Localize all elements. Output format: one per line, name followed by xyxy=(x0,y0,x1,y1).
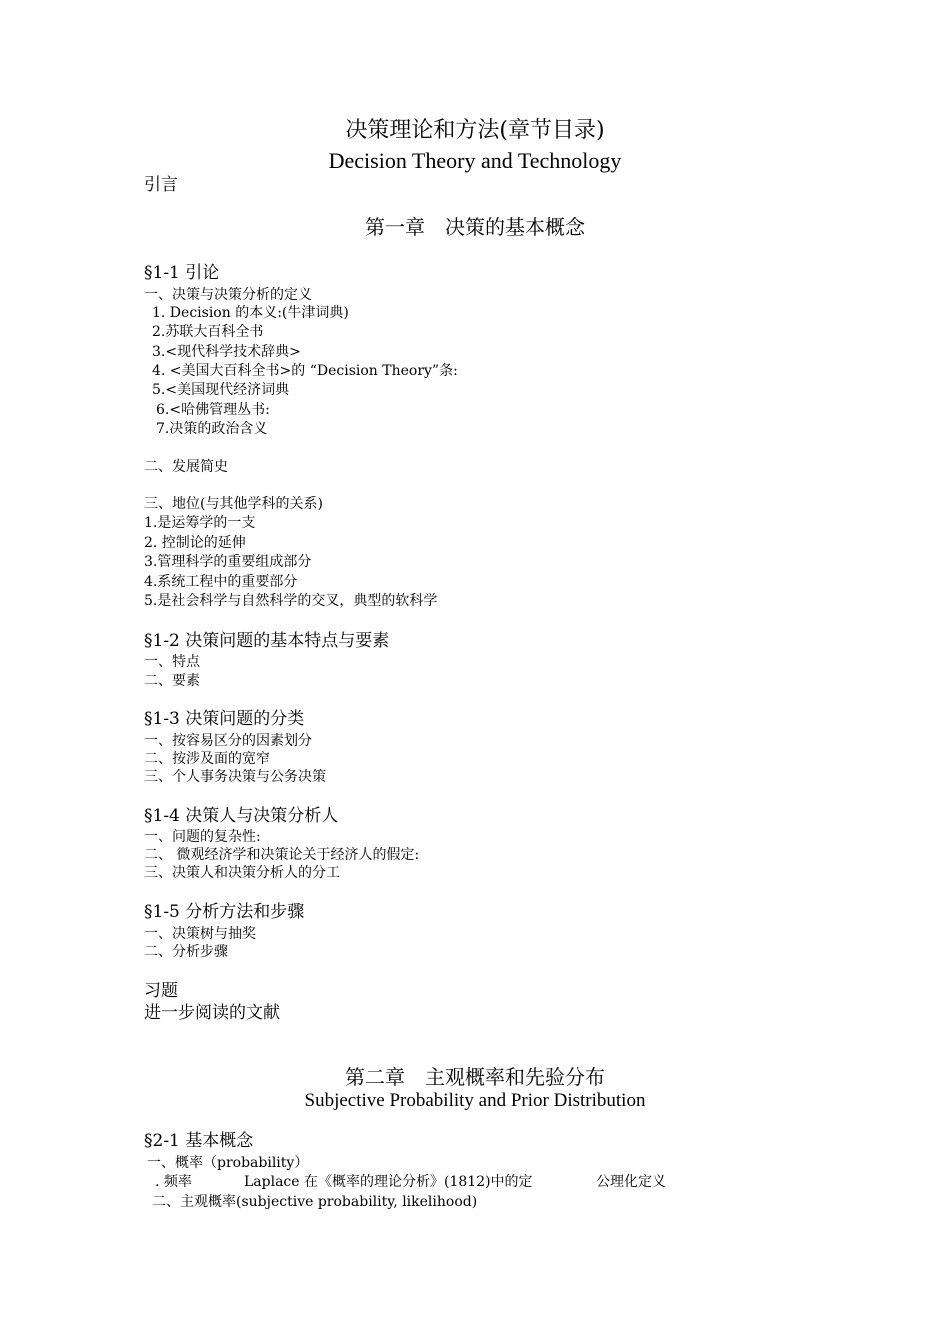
list-item: 一、决策与决策分析的定义 xyxy=(144,287,312,303)
list-item: 5.<美国现代经济词典 xyxy=(152,382,290,398)
list-item: 一、决策树与抽奖 xyxy=(144,926,256,942)
list-item: 三、决策人和决策分析人的分工 xyxy=(144,865,340,881)
list-item: 三、地位(与其他学科的关系) xyxy=(144,496,323,512)
list-item: 二、主观概率(subjective probability, likelihood) xyxy=(152,1194,478,1210)
list-item: Laplace 在《概率的理论分析》(1812)中的定 xyxy=(244,1174,533,1190)
list-item: 1.是运筹学的一支 xyxy=(144,515,256,531)
section-1-5-heading: §1-5 分析方法和步骤 xyxy=(144,902,305,922)
list-item: . 频率 xyxy=(155,1174,192,1190)
doc-title-cn: 决策理论和方法(章节目录) xyxy=(345,118,605,143)
list-item: 一、概率（probability） xyxy=(147,1155,309,1171)
list-item: 6.<哈佛管理丛书: xyxy=(156,402,270,418)
list-item: 三、个人事务决策与公务决策 xyxy=(144,769,326,785)
list-item: 7.决策的政治含义 xyxy=(156,421,268,437)
section-1-3-heading: §1-3 决策问题的分类 xyxy=(144,709,305,729)
list-item: 2. 控制论的延伸 xyxy=(144,535,246,551)
list-item: 二、 微观经济学和决策论关于经济人的假定: xyxy=(144,847,420,863)
preface: 引言 xyxy=(144,175,178,195)
list-item: 公理化定义 xyxy=(596,1174,666,1190)
section-1-4-heading: §1-4 决策人与决策分析人 xyxy=(144,806,339,826)
further-reading: 进一步阅读的文献 xyxy=(144,1003,280,1023)
list-item: 4.系统工程中的重要部分 xyxy=(144,574,298,590)
section-1-2-heading: §1-2 决策问题的基本特点与要素 xyxy=(144,631,390,651)
list-item: 4. <美国大百科全书>的 “Decision Theory”条: xyxy=(152,363,458,379)
list-item: 二、分析步骤 xyxy=(144,944,228,960)
chapter2-title: 第二章 主观概率和先验分布 xyxy=(345,1065,605,1089)
section-2-1-heading: §2-1 基本概念 xyxy=(144,1131,254,1151)
list-item: 1. Decision 的本义:(牛津词典) xyxy=(152,305,349,321)
list-item: 3.管理科学的重要组成部分 xyxy=(144,554,312,570)
list-item: 二、要素 xyxy=(144,673,200,689)
list-item: 一、问题的复杂性: xyxy=(144,829,261,845)
list-item: 二、发展简史 xyxy=(144,459,228,475)
doc-title-en: Decision Theory and Technology xyxy=(328,148,622,173)
list-item: 一、按容易区分的因素划分 xyxy=(144,733,312,749)
exercises: 习题 xyxy=(144,981,178,1001)
section-1-1-heading: §1-1 引论 xyxy=(144,263,220,283)
chapter1-title: 第一章 决策的基本概念 xyxy=(365,215,585,239)
list-item: 二、按涉及面的宽窄 xyxy=(144,751,270,767)
list-item: 3.<现代科学技术辞典> xyxy=(152,344,301,360)
list-item: 2.苏联大百科全书 xyxy=(152,324,264,340)
chapter2-title-en: Subjective Probability and Prior Distribution xyxy=(304,1090,646,1111)
list-item: 5.是社会科学与自然科学的交叉，典型的软科学 xyxy=(144,593,438,609)
list-item: 一、特点 xyxy=(144,654,200,670)
